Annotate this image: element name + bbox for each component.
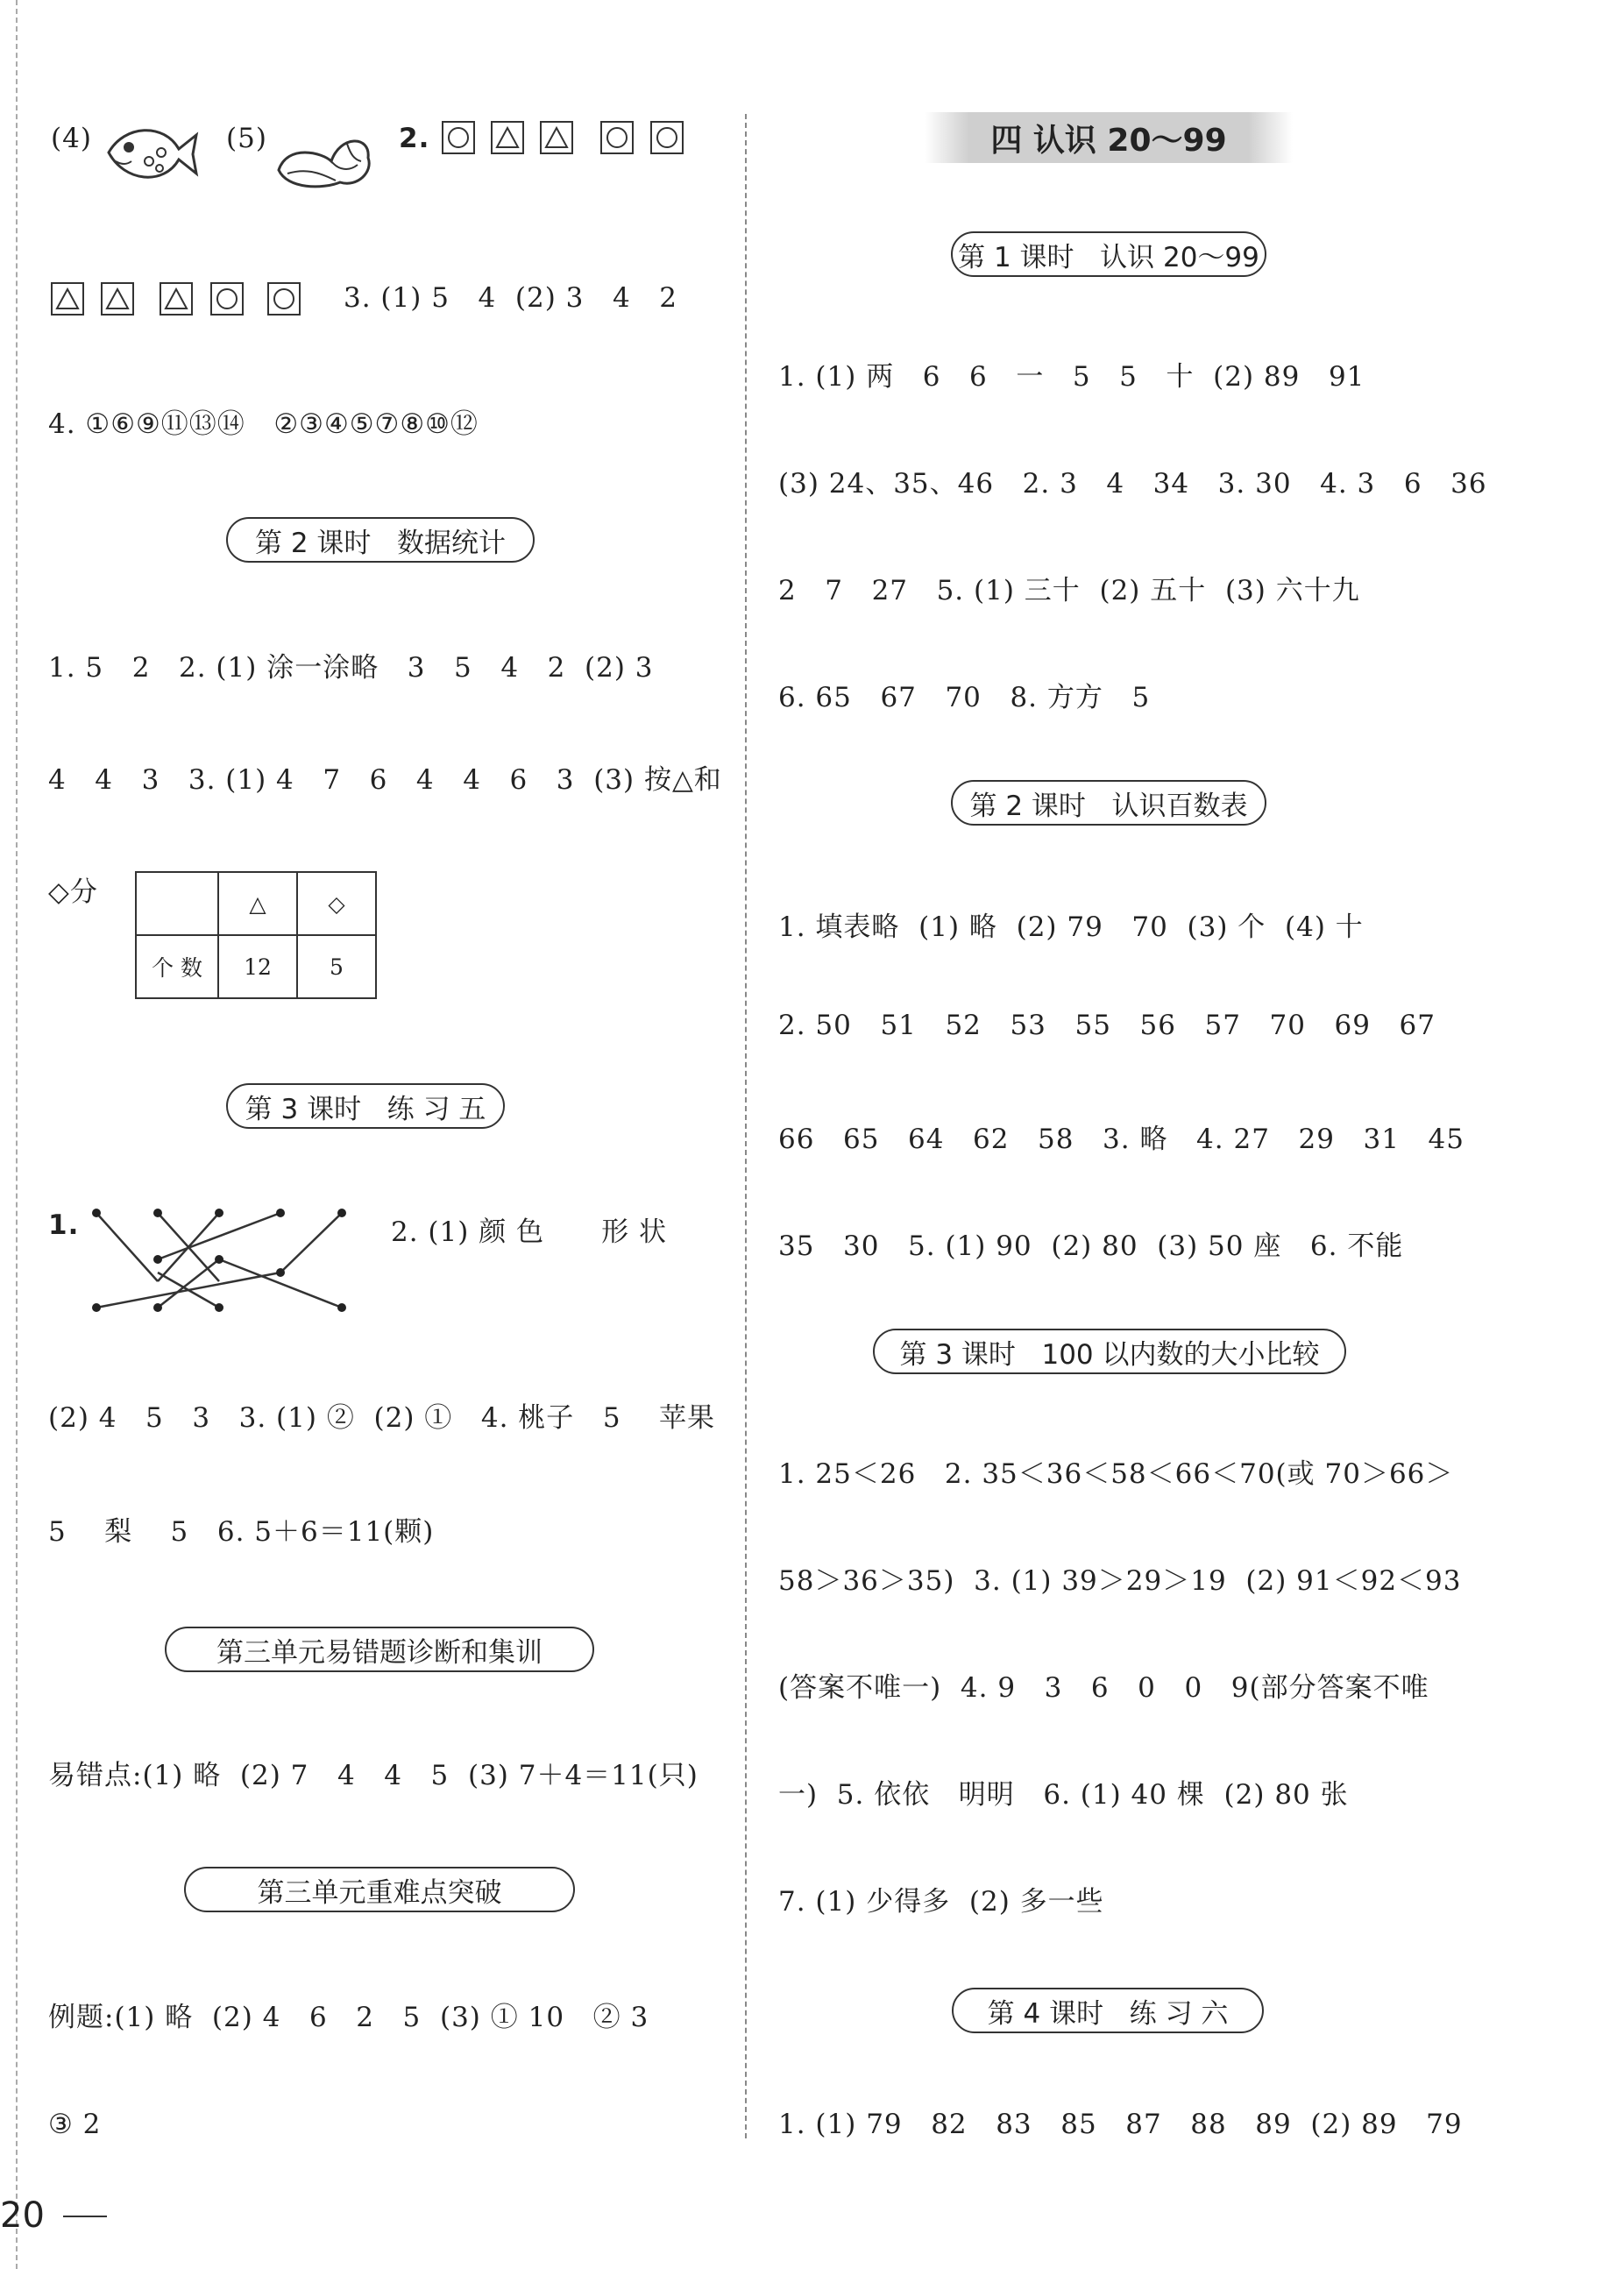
answer-line: 6. 65 67 70 8. 方方 5 — [778, 682, 1151, 713]
answer-line: (2) 4 5 3 3. (1) ② (2) ① 4. 桃子 5 苹果 — [48, 1402, 715, 1434]
binding-edge — [16, 0, 18, 2269]
table-header-diamond: ◇ — [297, 872, 376, 935]
table-cell: 5 — [297, 935, 376, 998]
answer-line: 58＞36＞35) 3. (1) 39＞29＞19 (2) 91＜92＜93 — [778, 1565, 1462, 1597]
lesson-1-title: 第 1 课时 认识 20～99 — [951, 231, 1266, 277]
question-1-label: 1. — [48, 1209, 80, 1241]
triangle-shape-box — [160, 282, 193, 316]
circle-shape-box — [210, 282, 244, 316]
answer-line: 4. ①⑥⑨⑪⑬⑭ ②③④⑤⑦⑧⑩⑫ — [48, 408, 479, 440]
answer-line: (3) 24、35、46 2. 3 4 34 3. 30 4. 3 6 36 — [778, 468, 1487, 500]
answer-line: 1. (1) 79 82 83 85 87 88 89 (2) 89 79 — [778, 2109, 1463, 2140]
circle-shape-box — [442, 121, 475, 154]
matching-lines-diagram — [88, 1202, 351, 1316]
triangle-shape-box — [491, 121, 524, 154]
answer-line: 1. (1) 两 6 6 一 5 5 十 (2) 89 91 — [778, 361, 1365, 393]
answer-line: 5 梨 5 6. 5＋6＝11(颗) — [48, 1516, 435, 1548]
answer-line: 易错点:(1) 略 (2) 7 4 4 5 (3) 7＋4＝11(只) — [48, 1760, 699, 1791]
answer-line: 7. (1) 少得多 (2) 多一些 — [778, 1886, 1104, 1918]
answer-line: 4 4 3 3. (1) 4 7 6 4 4 6 3 (3) 按△和 — [48, 764, 722, 796]
column-divider — [745, 114, 747, 2138]
page-number-rule — [63, 2216, 107, 2217]
answer-line: ◇分 — [48, 876, 98, 908]
answer-line: (答案不唯一) 4. 9 3 6 0 0 9(部分答案不唯 — [778, 1672, 1429, 1704]
table-row-label: 个 数 — [136, 935, 218, 998]
count-table — [135, 871, 377, 999]
question-2-label: 2. — [399, 123, 430, 154]
answer-line: 3. (1) 5 4 (2) 3 4 2 — [344, 282, 677, 314]
circle-shape-box — [267, 282, 301, 316]
answer-line: 2. 50 51 52 53 55 56 57 70 69 67 — [778, 1010, 1436, 1041]
table-header-triangle: △ — [218, 872, 297, 935]
answer-line: 66 65 64 62 58 3. 略 4. 27 29 31 45 — [778, 1124, 1464, 1155]
circle-shape-box — [650, 121, 684, 154]
unit-3-errors-title: 第三单元易错题诊断和集训 — [165, 1627, 594, 1672]
unit-3-key-points-title: 第三单元重难点突破 — [184, 1867, 575, 1912]
answer-line: 1. 25＜26 2. 35＜36＜58＜66＜70(或 70＞66＞ — [778, 1458, 1454, 1490]
answer-line: 1. 5 2 2. (1) 涂一涂略 3 5 4 2 (2) 3 — [48, 652, 654, 684]
answer-line: 35 30 5. (1) 90 (2) 80 (3) 50 座 6. 不能 — [778, 1230, 1404, 1262]
cabbage-icon — [270, 117, 377, 191]
lesson-2-title: 第 2 课时 数据统计 — [226, 517, 535, 563]
answer-line: 一) 5. 依依 明明 6. (1) 40 棵 (2) 80 张 — [778, 1779, 1349, 1811]
lesson-4-title: 第 4 课时 练 习 六 — [952, 1988, 1264, 2033]
answer-line: 2. (1) 颜 色 形 状 — [391, 1216, 668, 1248]
lesson-2-title: 第 2 课时 认识百数表 — [951, 780, 1266, 826]
answer-line: 2 7 27 5. (1) 三十 (2) 五十 (3) 六十九 — [778, 575, 1360, 606]
answer-line: 例题:(1) 略 (2) 4 6 2 5 (3) ① 10 ② 3 — [48, 2002, 649, 2033]
label-5: (5) — [226, 123, 267, 154]
circle-shape-box — [600, 121, 634, 154]
table-cell: 12 — [218, 935, 297, 998]
label-4: (4) — [51, 123, 92, 154]
triangle-shape-box — [101, 282, 134, 316]
lesson-3-title: 第 3 课时 练 习 五 — [226, 1083, 505, 1129]
fish-icon — [98, 116, 199, 189]
answer-line: ③ 2 — [48, 2109, 102, 2140]
triangle-shape-box — [540, 121, 573, 154]
lesson-3-title: 第 3 课时 100 以内数的大小比较 — [873, 1329, 1346, 1374]
answer-line: 1. 填表略 (1) 略 (2) 79 70 (3) 个 (4) 十 — [778, 911, 1364, 943]
triangle-shape-box — [51, 282, 84, 316]
unit-4-title: 四 认识 20～99 — [925, 112, 1293, 163]
table-corner-cell — [136, 872, 218, 935]
page-number: 20 — [0, 2195, 45, 2236]
